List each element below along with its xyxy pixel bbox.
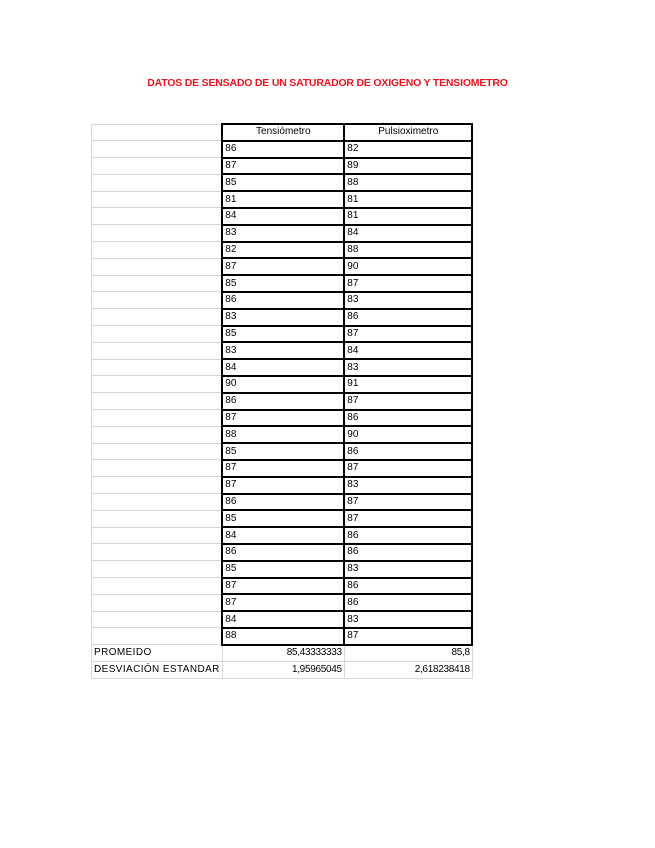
pulsioximetro-cell: 86	[344, 544, 472, 561]
pulsioximetro-cell: 88	[344, 174, 472, 191]
tensiometro-cell: 86	[222, 141, 344, 158]
pulsioximetro-cell: 87	[344, 510, 472, 527]
tensiometro-cell: 85	[222, 443, 344, 460]
pulsioximetro-cell: 84	[344, 225, 472, 242]
pulsioximetro-cell: 86	[344, 594, 472, 611]
row-label-cell	[92, 460, 223, 477]
pulsioximetro-cell: 87	[344, 275, 472, 292]
table-row	[92, 158, 473, 175]
table-row	[92, 141, 473, 158]
table-row	[92, 460, 473, 477]
tensiometro-cell: 83	[222, 225, 344, 242]
data-table	[91, 123, 473, 679]
pulsioximetro-cell: 81	[344, 191, 472, 208]
table-row	[92, 242, 473, 259]
table-row	[92, 561, 473, 578]
pulsioximetro-cell: 86	[344, 410, 472, 427]
pulsioximetro-cell: 86	[344, 443, 472, 460]
row-label-cell	[92, 494, 223, 511]
row-label-cell	[92, 258, 223, 275]
tensiometro-cell: 87	[222, 158, 344, 175]
row-label-cell	[92, 208, 223, 225]
tensiometro-cell: 86	[222, 393, 344, 410]
row-label-cell	[92, 628, 223, 645]
row-label-cell	[92, 510, 223, 527]
row-label-cell	[92, 141, 223, 158]
row-label-cell	[92, 544, 223, 561]
pulsioximetro-cell: 88	[344, 242, 472, 259]
row-label-cell	[92, 443, 223, 460]
summary-row	[92, 662, 473, 679]
table-row	[92, 275, 473, 292]
pulsioximetro-cell: 83	[344, 292, 472, 309]
pulsioximetro-cell: 86	[344, 309, 472, 326]
table-row	[92, 594, 473, 611]
table-row	[92, 191, 473, 208]
table-row	[92, 426, 473, 443]
tensiometro-cell: 86	[222, 544, 344, 561]
row-label-cell	[92, 527, 223, 544]
tensiometro-cell: 85	[222, 174, 344, 191]
tensiometro-cell: 86	[222, 292, 344, 309]
table-row	[92, 174, 473, 191]
pulsioximetro-cell: 90	[344, 258, 472, 275]
row-label-cell	[92, 477, 223, 494]
table-row	[92, 208, 473, 225]
tensiometro-cell: 90	[222, 376, 344, 393]
pulsioximetro-cell: 86	[344, 527, 472, 544]
row-label-cell	[92, 309, 223, 326]
pulsioximetro-cell: 83	[344, 561, 472, 578]
row-label-cell	[92, 393, 223, 410]
pulsioximetro-cell: 81	[344, 208, 472, 225]
table-row	[92, 611, 473, 628]
tensiometro-cell: 85	[222, 510, 344, 527]
row-label-cell	[92, 174, 223, 191]
tensiometro-cell: 84	[222, 359, 344, 376]
pulsioximetro-cell: 83	[344, 611, 472, 628]
tensiometro-cell: 88	[222, 426, 344, 443]
table-row	[92, 510, 473, 527]
tensiometro-cell: 81	[222, 191, 344, 208]
tensiometro-cell: 87	[222, 477, 344, 494]
row-label-cell	[92, 292, 223, 309]
summary-pulsioximetro: 85,8	[344, 645, 472, 662]
pulsioximetro-cell: 87	[344, 393, 472, 410]
tensiometro-cell: 83	[222, 309, 344, 326]
summary-label: PROMEIDO	[92, 645, 223, 662]
table-row	[92, 527, 473, 544]
tensiometro-cell: 85	[222, 275, 344, 292]
table-row	[92, 359, 473, 376]
table-row	[92, 443, 473, 460]
tensiometro-cell: 86	[222, 494, 344, 511]
row-label-cell	[92, 342, 223, 359]
table-row	[92, 494, 473, 511]
tensiometro-cell: 87	[222, 578, 344, 595]
table-row	[92, 628, 473, 645]
summary-tensiometro: 85,43333333	[222, 645, 344, 662]
pulsioximetro-cell: 83	[344, 477, 472, 494]
tensiometro-cell: 87	[222, 460, 344, 477]
document-title: DATOS DE SENSADO DE UN SATURADOR DE OXIGENO Y TENSIOMETRO	[147, 77, 508, 89]
table-row	[92, 342, 473, 359]
row-label-cell	[92, 158, 223, 175]
table-row	[92, 309, 473, 326]
tensiometro-cell: 84	[222, 208, 344, 225]
pulsioximetro-cell: 84	[344, 342, 472, 359]
summary-row	[92, 645, 473, 662]
row-label-cell	[92, 426, 223, 443]
tensiometro-cell: 85	[222, 561, 344, 578]
pulsioximetro-cell: 90	[344, 426, 472, 443]
header-pulsioximetro: Pulsioximetro	[344, 124, 472, 141]
pulsioximetro-cell: 82	[344, 141, 472, 158]
tensiometro-cell: 84	[222, 611, 344, 628]
row-label-cell	[92, 611, 223, 628]
row-label-cell	[92, 326, 223, 343]
header-blank-cell	[92, 124, 223, 141]
row-label-cell	[92, 410, 223, 427]
header-tensiometro: Tensiómetro	[222, 124, 344, 141]
table-row	[92, 376, 473, 393]
pulsioximetro-cell: 86	[344, 578, 472, 595]
tensiometro-cell: 87	[222, 258, 344, 275]
pulsioximetro-cell: 87	[344, 628, 472, 645]
pulsioximetro-cell: 89	[344, 158, 472, 175]
summary-label: DESVIACIÓN ESTANDAR	[92, 662, 223, 679]
header-row	[92, 124, 473, 141]
pulsioximetro-cell: 83	[344, 359, 472, 376]
table-row	[92, 410, 473, 427]
tensiometro-cell: 82	[222, 242, 344, 259]
table-row	[92, 578, 473, 595]
row-label-cell	[92, 359, 223, 376]
tensiometro-cell: 88	[222, 628, 344, 645]
pulsioximetro-cell: 87	[344, 460, 472, 477]
row-label-cell	[92, 594, 223, 611]
row-label-cell	[92, 275, 223, 292]
row-label-cell	[92, 225, 223, 242]
table-row	[92, 393, 473, 410]
row-label-cell	[92, 376, 223, 393]
table-row	[92, 292, 473, 309]
tensiometro-cell: 83	[222, 342, 344, 359]
summary-tensiometro: 1,95965045	[222, 662, 344, 679]
tensiometro-cell: 84	[222, 527, 344, 544]
tensiometro-cell: 85	[222, 326, 344, 343]
table-row	[92, 258, 473, 275]
pulsioximetro-cell: 87	[344, 326, 472, 343]
row-label-cell	[92, 242, 223, 259]
table-row	[92, 477, 473, 494]
row-label-cell	[92, 578, 223, 595]
table-row	[92, 225, 473, 242]
row-label-cell	[92, 191, 223, 208]
row-label-cell	[92, 561, 223, 578]
table-row	[92, 326, 473, 343]
pulsioximetro-cell: 87	[344, 494, 472, 511]
table-row	[92, 544, 473, 561]
tensiometro-cell: 87	[222, 410, 344, 427]
tensiometro-cell: 87	[222, 594, 344, 611]
summary-pulsioximetro: 2,618238418	[344, 662, 472, 679]
pulsioximetro-cell: 91	[344, 376, 472, 393]
